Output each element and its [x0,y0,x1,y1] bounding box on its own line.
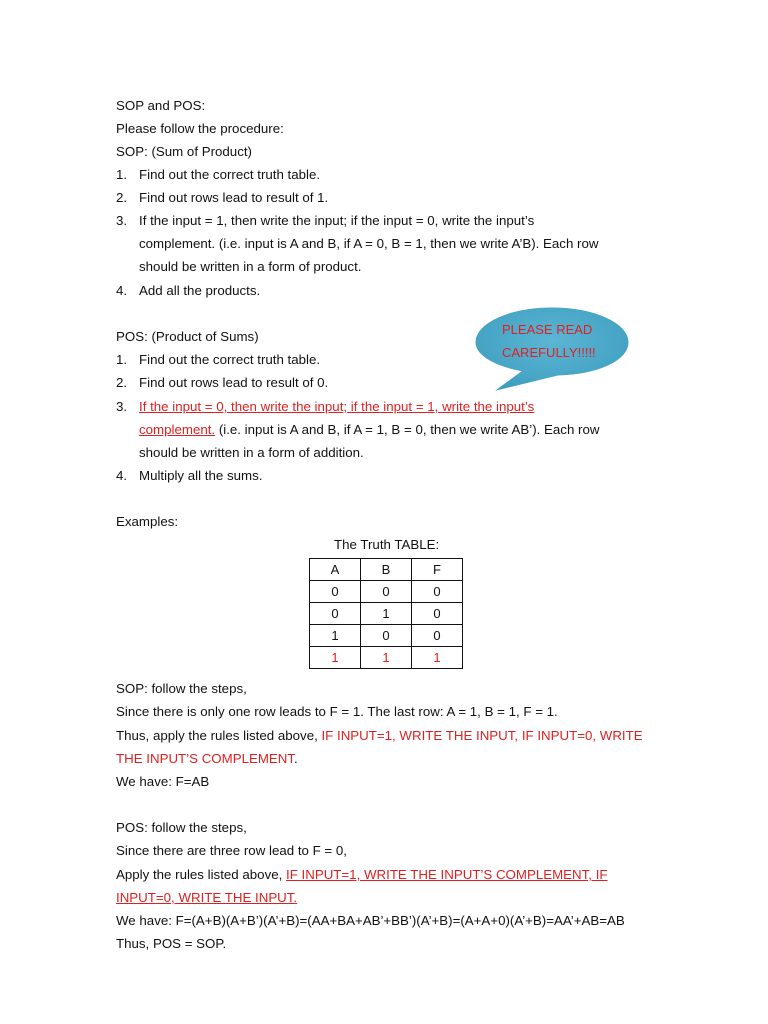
list-number: 2. [116,375,128,390]
sop-thus-cont [116,750,298,768]
list-text: Multiply all the sums. [139,468,263,483]
table-header-row [310,559,463,581]
list-number: 1. [116,167,128,182]
sop-result: We have: F=AB [116,774,210,789]
plain-text: . [294,751,298,766]
table-cell: 0 [412,625,463,647]
list-number: 3. [116,399,128,414]
pos-conclusion: Thus, POS = SOP. [116,936,227,951]
procedure-line: Please follow the procedure: [116,121,284,136]
callout-line: CAREFULLY!!!!! [502,345,596,360]
list-text: If the input = 1, then write the input; if the input = 0, write the input’s [139,213,535,228]
table-header-cell: F [412,559,463,581]
highlighted-rule: IF INPUT=1, WRITE THE INPUT’S COMPLEMENT, IF [286,867,608,882]
truth-table [309,558,463,669]
table-row [310,625,463,647]
plain-text: Apply the rules listed above, [116,867,287,882]
table-row [310,603,463,625]
table-cell: 0 [412,581,463,603]
callout-text [502,318,612,364]
highlighted-rule: IF INPUT=1, WRITE THE INPUT, IF INPUT=0, WRITE [321,728,643,743]
pos-follow: POS: follow the steps, [116,820,247,835]
list-text: Find out rows lead to result of 1. [139,190,329,205]
pos-result: We have: F=(A+B)(A+B’)(A’+B)=(AA+BA+AB’+BB’)(A’+B)=(A+A+0)(A’+B)=AA’+AB=AB [116,913,625,928]
sop-step-3-cont: complement. (i.e. input is A and B, if A = 0, B = 1, then we write A’B). Each row [139,236,599,251]
list-text: Add all the products. [139,283,261,298]
table-cell: 1 [412,647,463,669]
pos-apply [116,866,608,884]
table-row [310,581,463,603]
list-number: 4. [116,468,128,483]
list-text: Find out the correct truth table. [139,167,321,182]
sop-thus [116,727,643,745]
examples-heading: Examples: [116,514,179,529]
sop-step-3-cont2: should be written in a form of product. [139,259,362,274]
list-number: 1. [116,352,128,367]
table-cell: 1 [310,647,361,669]
pos-step-3-cont2: should be written in a form of addition. [139,445,364,460]
list-number: 2. [116,190,128,205]
table-cell: 0 [310,581,361,603]
list-text: Find out the correct truth table. [139,352,321,367]
sop-follow: SOP: follow the steps, [116,681,247,696]
pos-apply-cont [116,889,297,907]
sop-since: Since there is only one row leads to F = 1. The last row: A = 1, B = 1, F = 1. [116,704,558,719]
plain-text: Thus, apply the rules listed above, [116,728,322,743]
highlighted-rule: INPUT=0, WRITE THE INPUT. [116,890,298,905]
table-header-cell: A [310,559,361,581]
callout-line: PLEASE READ [502,322,593,337]
table-cell: 0 [412,603,463,625]
highlighted-word: complement. [139,422,216,437]
table-cell: 1 [310,625,361,647]
table-row-highlighted [310,647,463,669]
list-number: 4. [116,283,128,298]
sop-header: SOP: (Sum of Product) [116,144,252,159]
list-text: Find out rows lead to result of 0. [139,375,329,390]
list-text-highlighted: If the input = 0, then write the input; if the input = 1, write the input’s [139,399,535,414]
intro-title: SOP and POS: [116,98,206,113]
table-header-cell: B [361,559,412,581]
table-cell: 0 [310,603,361,625]
pos-step-3-cont [139,421,599,439]
list-number: 3. [116,213,128,228]
table-cell: 0 [361,625,412,647]
pos-header: POS: (Product of Sums) [116,329,259,344]
table-cell: 0 [361,581,412,603]
truth-table-caption: The Truth TABLE: [334,537,440,552]
highlighted-rule: THE INPUT’S COMPLEMENT [116,751,295,766]
table-cell: 1 [361,603,412,625]
table-cell: 1 [361,647,412,669]
plain-text: (i.e. input is A and B, if A = 1, B = 0, then we write AB’). Each row [215,422,600,437]
pos-since: Since there are three row lead to F = 0, [116,843,347,858]
